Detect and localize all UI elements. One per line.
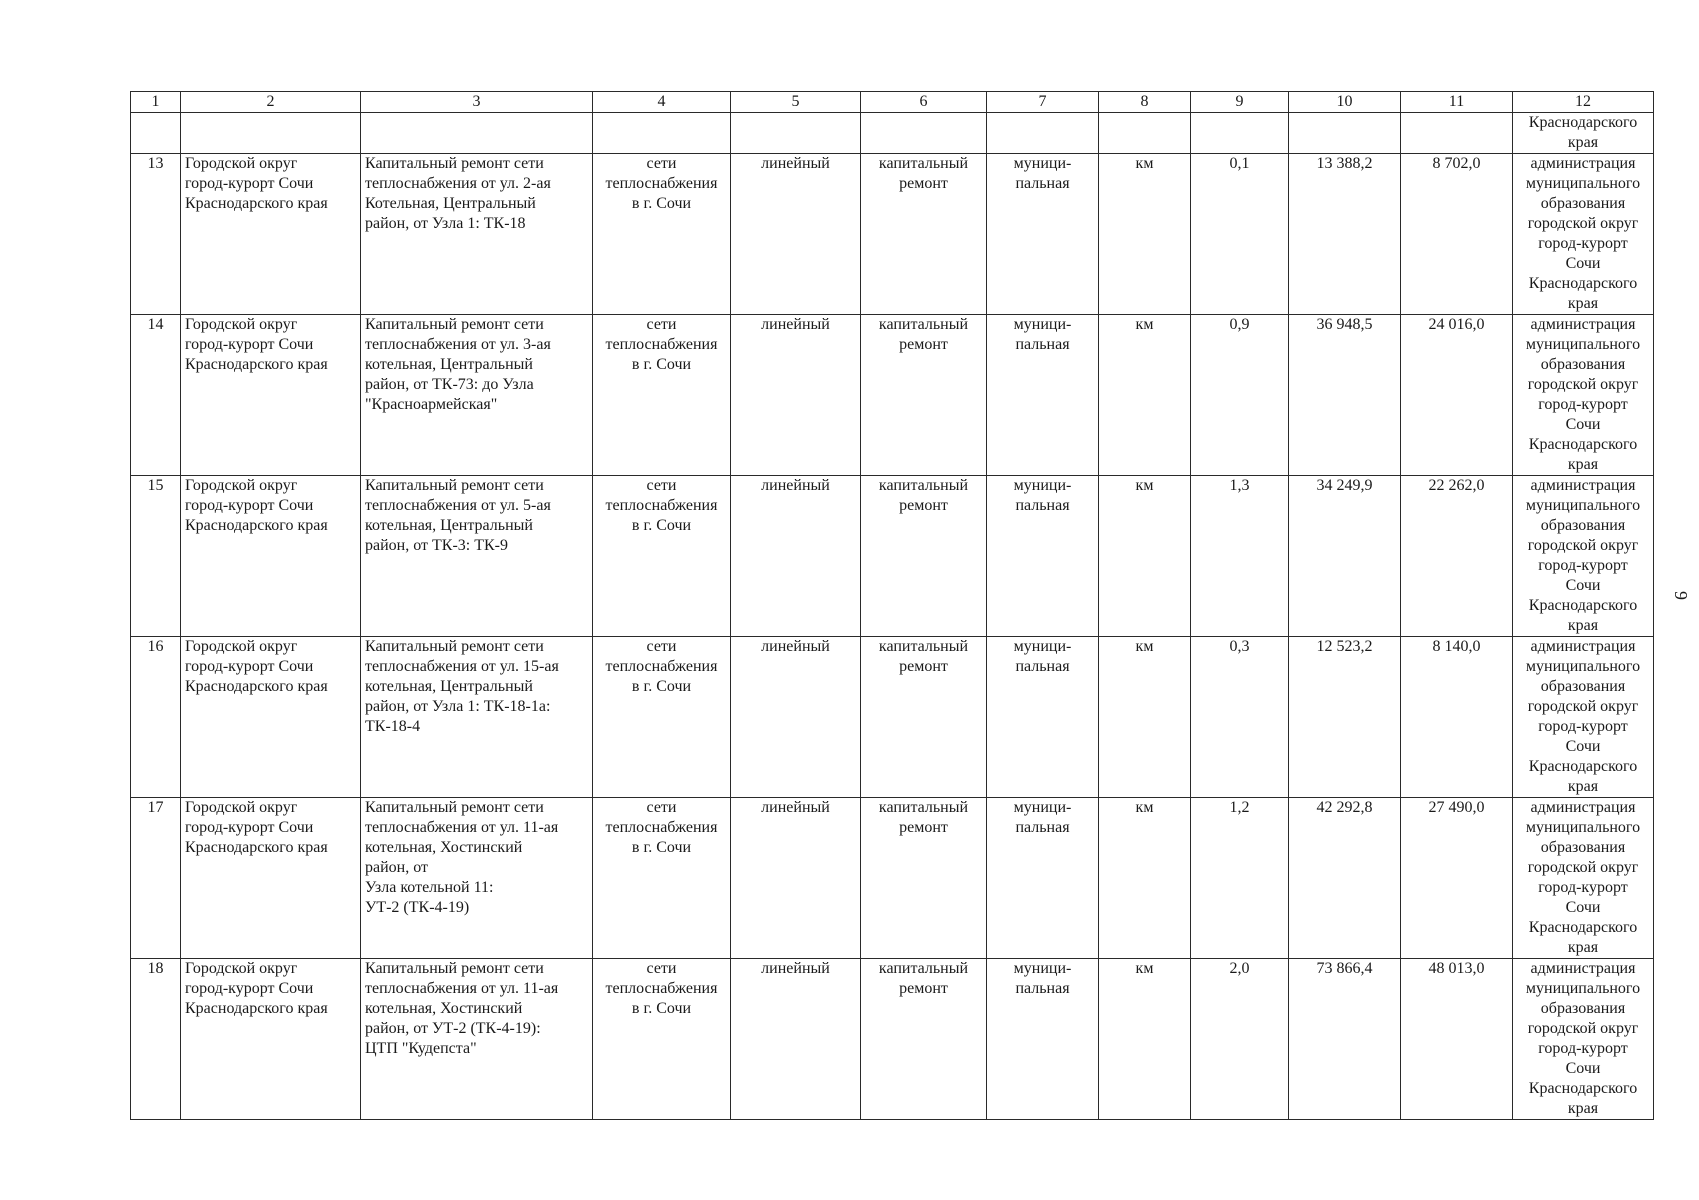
cell-line: администрация	[1530, 799, 1636, 816]
work-type-cell	[861, 798, 987, 959]
cell-line: капитальный	[878, 316, 969, 333]
table-cell	[731, 113, 861, 154]
page-number: 9	[1671, 591, 1691, 600]
responsible-cell	[1513, 637, 1654, 798]
cell-line: район, от УТ-2 (ТК-4-19):	[365, 1020, 541, 1037]
funding-cell: 8 702,0	[1401, 154, 1513, 315]
column-header-7: 7	[987, 92, 1099, 113]
cell-line: края	[1567, 939, 1599, 956]
object-name-cell	[361, 476, 593, 637]
row-number-cell: 18	[131, 959, 181, 1120]
cell-line: администрация	[1530, 960, 1636, 977]
cell-line: муниципального	[1525, 175, 1641, 192]
cell-line: муници-	[1013, 799, 1072, 816]
cell-line: теплоснабжения	[605, 658, 718, 675]
funding-cell: 27 490,0	[1401, 798, 1513, 959]
territory-cell	[181, 637, 361, 798]
cell-line: образования	[1540, 356, 1626, 373]
cell-line: район, от ТК-73: до Узла	[365, 376, 534, 393]
cell-line: Городской округ	[185, 799, 298, 816]
table-cell	[181, 113, 361, 154]
cell-line: Капитальный ремонт сети	[365, 477, 544, 494]
object-category-cell	[593, 798, 731, 959]
quantity-cell: 0,1	[1191, 154, 1289, 315]
cell-line: пальная	[1015, 658, 1070, 675]
cell-line: муниципального	[1525, 497, 1641, 514]
cell-line: пальная	[1015, 819, 1070, 836]
cell-line: ремонт	[899, 336, 948, 353]
cell-line: город-курорт	[1538, 718, 1628, 735]
cell-line: сети	[646, 638, 677, 655]
object-type-cell: линейный	[731, 959, 861, 1120]
cell-line: капитальный	[878, 155, 969, 172]
cell-line: муниципального	[1525, 336, 1641, 353]
table-row	[131, 959, 1654, 1120]
cell-line: Капитальный ремонт сети	[365, 155, 544, 172]
cost-cell: 73 866,4	[1289, 959, 1401, 1120]
table-row	[131, 154, 1654, 315]
table-cell	[1099, 113, 1191, 154]
column-header-3: 3	[361, 92, 593, 113]
work-type-cell	[861, 154, 987, 315]
object-name-cell	[361, 315, 593, 476]
quantity-cell: 1,3	[1191, 476, 1289, 637]
cell-line: края	[1567, 617, 1599, 634]
cell-line: город-курорт	[1538, 235, 1628, 252]
cell-line: город-курорт	[1538, 396, 1628, 413]
cell-line: Капитальный ремонт сети	[365, 638, 544, 655]
column-header-9: 9	[1191, 92, 1289, 113]
cell-line: Узла котельной 11:	[365, 879, 494, 896]
territory-cell	[181, 154, 361, 315]
cell-line: город-курорт Сочи	[185, 980, 314, 997]
table-row	[131, 637, 1654, 798]
cell-line: Краснодарского края	[185, 839, 328, 856]
cell-line: Сочи	[1565, 577, 1601, 594]
cell-line: теплоснабжения от ул. 3-ая	[365, 336, 551, 353]
cell-line: УТ-2 (ТК-4-19)	[365, 899, 470, 916]
cell-line: муниципального	[1525, 658, 1641, 675]
cell-line: котельная, Хостинский	[365, 1000, 523, 1017]
cell-line: Краснодарского края	[185, 195, 328, 212]
cell-line: муници-	[1013, 477, 1072, 494]
cell-line: Сочи	[1565, 416, 1601, 433]
cell-line: капитальный	[878, 477, 969, 494]
cell-line: образования	[1540, 1000, 1626, 1017]
cost-cell: 13 388,2	[1289, 154, 1401, 315]
object-name-cell	[361, 154, 593, 315]
cell-line: Краснодарского	[1528, 597, 1638, 614]
cell-line: город-курорт	[1538, 879, 1628, 896]
column-header-8: 8	[1099, 92, 1191, 113]
cell-line: Городской округ	[185, 316, 298, 333]
cell-line: теплоснабжения от ул. 11-ая	[365, 980, 559, 997]
row-number-cell: 14	[131, 315, 181, 476]
unit-cell: км	[1099, 154, 1191, 315]
object-type-cell: линейный	[731, 154, 861, 315]
unit-cell: км	[1099, 637, 1191, 798]
table-row	[131, 315, 1654, 476]
cell-line: район, от	[365, 859, 429, 876]
cell-line: края	[1567, 778, 1599, 795]
territory-cell	[181, 798, 361, 959]
column-header-2: 2	[181, 92, 361, 113]
cell-line: Сочи	[1565, 255, 1601, 272]
cell-line: район, от Узла 1: ТК-18	[365, 215, 526, 232]
cost-cell: 36 948,5	[1289, 315, 1401, 476]
cell-line: Сочи	[1565, 1060, 1601, 1077]
quantity-cell: 1,2	[1191, 798, 1289, 959]
quantity-cell: 2,0	[1191, 959, 1289, 1120]
column-header-11: 11	[1401, 92, 1513, 113]
cell-line: в г. Сочи	[631, 195, 692, 212]
ownership-cell	[987, 637, 1099, 798]
cell-line: в г. Сочи	[631, 1000, 692, 1017]
cell-line: ТК-18-4	[365, 718, 421, 735]
cell-line: район, от ТК-3: ТК-9	[365, 537, 508, 554]
cell-line: Краснодарского	[1528, 436, 1638, 453]
column-header-4: 4	[593, 92, 731, 113]
table-header	[131, 92, 1654, 113]
investment-objects-table	[130, 91, 1654, 1120]
object-name-cell	[361, 959, 593, 1120]
continuation-responsible-cell	[1513, 113, 1654, 154]
continuation-row	[131, 113, 1654, 154]
row-number-cell: 15	[131, 476, 181, 637]
row-number-cell: 13	[131, 154, 181, 315]
column-header-5: 5	[731, 92, 861, 113]
work-type-cell	[861, 637, 987, 798]
cell-line: Городской округ	[185, 638, 298, 655]
cell-line: городской округ	[1527, 376, 1639, 393]
cell-line: теплоснабжения	[605, 175, 718, 192]
cell-line: администрация	[1530, 316, 1636, 333]
table-cell	[1401, 113, 1513, 154]
quantity-cell: 0,9	[1191, 315, 1289, 476]
object-category-cell	[593, 959, 731, 1120]
cell-line: образования	[1540, 839, 1626, 856]
table-cell	[361, 113, 593, 154]
cell-line: Краснодарского	[1528, 758, 1638, 775]
cell-line: теплоснабжения	[605, 980, 718, 997]
table-body	[131, 113, 1654, 1120]
cell-line: Краснодарского края	[185, 678, 328, 695]
cell-line: Капитальный ремонт сети	[365, 316, 544, 333]
cell-line: Капитальный ремонт сети	[365, 960, 544, 977]
funding-cell: 24 016,0	[1401, 315, 1513, 476]
cell-line: котельная, Центральный	[365, 678, 533, 695]
cost-cell: 42 292,8	[1289, 798, 1401, 959]
responsible-cell	[1513, 315, 1654, 476]
cell-line: края	[1567, 134, 1599, 151]
cell-line: город-курорт Сочи	[185, 658, 314, 675]
cell-line: пальная	[1015, 336, 1070, 353]
cost-cell: 34 249,9	[1289, 476, 1401, 637]
column-header-1: 1	[131, 92, 181, 113]
object-name-cell	[361, 637, 593, 798]
table-row	[131, 798, 1654, 959]
territory-cell	[181, 476, 361, 637]
cell-line: город-курорт Сочи	[185, 336, 314, 353]
cell-line: Городской округ	[185, 155, 298, 172]
cell-line: городской округ	[1527, 698, 1639, 715]
quantity-cell: 0,3	[1191, 637, 1289, 798]
table-cell	[861, 113, 987, 154]
cell-line: Краснодарского края	[185, 517, 328, 534]
cell-line: администрация	[1530, 155, 1636, 172]
funding-cell: 8 140,0	[1401, 637, 1513, 798]
cell-line: муниципального	[1525, 819, 1641, 836]
cell-line: район, от Узла 1: ТК-18-1а:	[365, 698, 551, 715]
object-category-cell	[593, 637, 731, 798]
cell-line: в г. Сочи	[631, 678, 692, 695]
unit-cell: км	[1099, 959, 1191, 1120]
cell-line: котельная, Хостинский	[365, 839, 523, 856]
cell-line: пальная	[1015, 175, 1070, 192]
cell-line: город-курорт	[1538, 1040, 1628, 1057]
cell-line: капитальный	[878, 960, 969, 977]
cell-line: теплоснабжения от ул. 15-ая	[365, 658, 559, 675]
cell-line: сети	[646, 155, 677, 172]
cell-line: Котельная, Центральный	[365, 195, 536, 212]
unit-cell: км	[1099, 798, 1191, 959]
cell-line: края	[1567, 456, 1599, 473]
cell-line: ремонт	[899, 980, 948, 997]
cell-line: муници-	[1013, 960, 1072, 977]
column-header-12: 12	[1513, 92, 1654, 113]
cost-cell: 12 523,2	[1289, 637, 1401, 798]
row-number-cell: 16	[131, 637, 181, 798]
cell-line: котельная, Центральный	[365, 517, 533, 534]
territory-cell	[181, 959, 361, 1120]
cell-line: муници-	[1013, 638, 1072, 655]
cell-line: сети	[646, 316, 677, 333]
cell-line: образования	[1540, 678, 1626, 695]
cell-line: городской округ	[1527, 1020, 1639, 1037]
cell-line: Сочи	[1565, 899, 1601, 916]
cell-line: края	[1567, 295, 1599, 312]
cell-line: теплоснабжения	[605, 497, 718, 514]
cell-line: теплоснабжения от ул. 5-ая	[365, 497, 551, 514]
cell-line: края	[1567, 1100, 1599, 1117]
object-type-cell: линейный	[731, 476, 861, 637]
object-type-cell: линейный	[731, 798, 861, 959]
cell-line: теплоснабжения	[605, 819, 718, 836]
cell-line: сети	[646, 960, 677, 977]
responsible-cell	[1513, 959, 1654, 1120]
column-header-6: 6	[861, 92, 987, 113]
cell-line: образования	[1540, 195, 1626, 212]
unit-cell: км	[1099, 315, 1191, 476]
cell-line: теплоснабжения от ул. 11-ая	[365, 819, 559, 836]
cell-line: "Красноармейская"	[365, 396, 498, 413]
cell-line: теплоснабжения от ул. 2-ая	[365, 175, 551, 192]
cell-line: Краснодарского	[1528, 1080, 1638, 1097]
ownership-cell	[987, 154, 1099, 315]
cell-line: образования	[1540, 517, 1626, 534]
cell-line: в г. Сочи	[631, 356, 692, 373]
cell-line: городской округ	[1527, 859, 1639, 876]
territory-cell	[181, 315, 361, 476]
cell-line: ремонт	[899, 819, 948, 836]
cell-line: ремонт	[899, 658, 948, 675]
cell-line: капитальный	[878, 799, 969, 816]
cell-line: Городской округ	[185, 960, 298, 977]
table-cell	[1289, 113, 1401, 154]
cell-line: Сочи	[1565, 738, 1601, 755]
object-category-cell	[593, 315, 731, 476]
cell-line: ремонт	[899, 175, 948, 192]
funding-cell: 48 013,0	[1401, 959, 1513, 1120]
cell-line: Краснодарского	[1528, 114, 1638, 131]
table-cell	[1191, 113, 1289, 154]
ownership-cell	[987, 798, 1099, 959]
cell-line: в г. Сочи	[631, 517, 692, 534]
cell-line: Капитальный ремонт сети	[365, 799, 544, 816]
object-category-cell	[593, 154, 731, 315]
cell-line: ремонт	[899, 497, 948, 514]
work-type-cell	[861, 315, 987, 476]
cell-line: Краснодарского	[1528, 275, 1638, 292]
cell-line: муници-	[1013, 316, 1072, 333]
cell-line: город-курорт Сочи	[185, 175, 314, 192]
column-header-10: 10	[1289, 92, 1401, 113]
cell-line: капитальный	[878, 638, 969, 655]
unit-cell: км	[1099, 476, 1191, 637]
cell-line: Краснодарского	[1528, 919, 1638, 936]
column-number-row	[131, 92, 1654, 113]
responsible-cell	[1513, 798, 1654, 959]
cell-line: городской округ	[1527, 215, 1639, 232]
cell-line: город-курорт Сочи	[185, 497, 314, 514]
object-category-cell	[593, 476, 731, 637]
table-row	[131, 476, 1654, 637]
cell-line: Краснодарского края	[185, 356, 328, 373]
row-number-cell: 17	[131, 798, 181, 959]
cell-line: пальная	[1015, 980, 1070, 997]
ownership-cell	[987, 959, 1099, 1120]
work-type-cell	[861, 476, 987, 637]
ownership-cell	[987, 476, 1099, 637]
cell-line: город-курорт Сочи	[185, 819, 314, 836]
cell-line: котельная, Центральный	[365, 356, 533, 373]
cell-line: муници-	[1013, 155, 1072, 172]
cell-line: городской округ	[1527, 537, 1639, 554]
object-type-cell: линейный	[731, 637, 861, 798]
responsible-cell	[1513, 154, 1654, 315]
funding-cell: 22 262,0	[1401, 476, 1513, 637]
work-type-cell	[861, 959, 987, 1120]
cell-line: ЦТП "Кудепста"	[365, 1040, 477, 1057]
object-type-cell: линейный	[731, 315, 861, 476]
cell-line: теплоснабжения	[605, 336, 718, 353]
cell-line: Городской округ	[185, 477, 298, 494]
cell-line: сети	[646, 799, 677, 816]
object-name-cell	[361, 798, 593, 959]
cell-line: город-курорт	[1538, 557, 1628, 574]
table-cell	[987, 113, 1099, 154]
cell-line: администрация	[1530, 638, 1636, 655]
cell-line: Краснодарского края	[185, 1000, 328, 1017]
responsible-cell	[1513, 476, 1654, 637]
cell-line: администрация	[1530, 477, 1636, 494]
table-cell	[131, 113, 181, 154]
table-cell	[593, 113, 731, 154]
cell-line: муниципального	[1525, 980, 1641, 997]
cell-line: в г. Сочи	[631, 839, 692, 856]
ownership-cell	[987, 315, 1099, 476]
cell-line: пальная	[1015, 497, 1070, 514]
cell-line: сети	[646, 477, 677, 494]
